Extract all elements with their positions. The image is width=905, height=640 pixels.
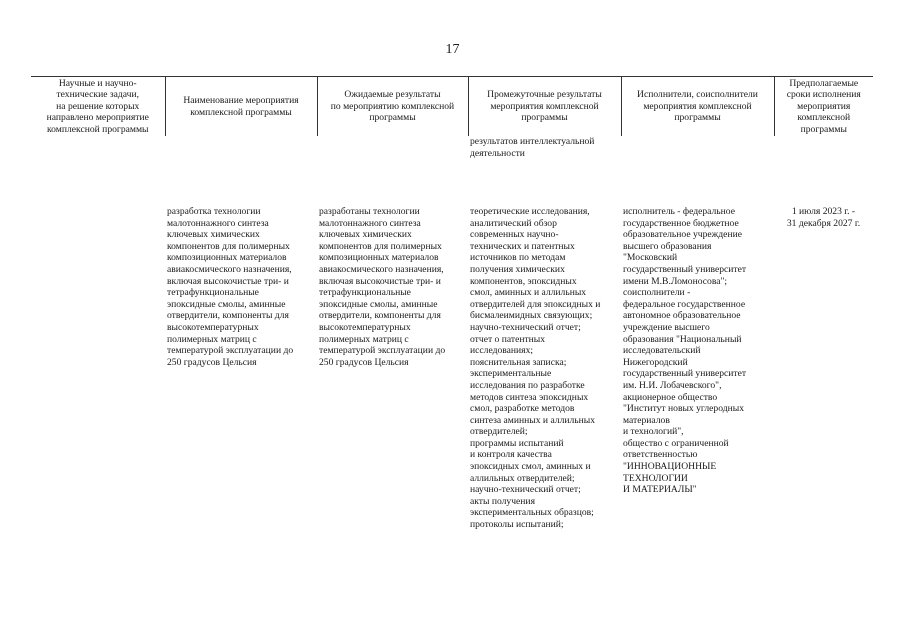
header-text-line: Промежуточные результаты bbox=[487, 89, 602, 101]
spacer-row bbox=[31, 182, 873, 206]
cell-text-line: им. Н.И. Лобачевского", bbox=[623, 379, 722, 391]
cell-text-line: акционерное общество bbox=[623, 391, 718, 403]
cont-cell-intermediate bbox=[468, 136, 621, 182]
header-text-line: Наименование мероприятия bbox=[183, 94, 299, 106]
cont-cell-name bbox=[165, 136, 317, 182]
cell-text-line: полимерных матриц с bbox=[167, 333, 257, 345]
cell-text-line: теоретические исследования, bbox=[470, 206, 590, 217]
cell-text-line: Нижегородский bbox=[623, 356, 688, 368]
cell-text-line: компонентов, эпоксидных bbox=[470, 275, 577, 287]
header-text-line: мероприятия комплексной bbox=[643, 100, 752, 112]
cell-text-line: отвердителей для эпоксидных и bbox=[470, 298, 601, 310]
cell-text-line: экспериментальных образцов; bbox=[470, 507, 594, 519]
cell-text-line: аллильных отвердителей; bbox=[470, 472, 575, 484]
cell-text-line: исследованиях; bbox=[470, 345, 534, 357]
cell-text-line: "Московский bbox=[623, 252, 678, 264]
cell-text-line: смол, аминных и аллильных bbox=[470, 287, 587, 299]
cont-cell-tasks bbox=[31, 136, 165, 182]
cell-text-line: авиакосмического назначения, bbox=[167, 263, 292, 275]
header-text-line: по мероприятию комплексной bbox=[330, 100, 455, 112]
header-text-line: программы bbox=[521, 112, 568, 124]
cell-text-line: научно-технический отчет; bbox=[470, 484, 581, 496]
header-text-line: мероприятия комплексной bbox=[490, 100, 599, 112]
cell-text-line: эпоксидные смолы, аминные bbox=[319, 298, 438, 310]
cell-text-line: программы испытаний bbox=[470, 437, 564, 449]
cell-text-line: общество с ограниченной bbox=[623, 437, 729, 449]
cell-text-line: компонентов для полимерных bbox=[319, 240, 442, 252]
page-number: 17 bbox=[445, 42, 460, 57]
header-text-line: Предполагаемые bbox=[789, 77, 859, 89]
cell-text-line: исследования по разработке bbox=[470, 379, 585, 391]
cell-text-line: ТЕХНОЛОГИИ bbox=[623, 472, 688, 484]
cell-text-line: научно-технический отчет; bbox=[470, 321, 581, 333]
header-event-name bbox=[165, 77, 317, 137]
cell-text-line: исполнитель - федеральное bbox=[623, 206, 735, 217]
cell-text-line: 250 градусов Цельсия bbox=[167, 356, 257, 368]
cell-expected-results bbox=[317, 206, 468, 531]
header-text-line: комплексной программы bbox=[47, 123, 149, 135]
cell-text-line: температурой эксплуатации до bbox=[319, 345, 446, 357]
cell-text-line: методов синтеза эпоксидных bbox=[470, 391, 589, 403]
cell-text-line: включая высокочистые три- и bbox=[167, 275, 289, 287]
cell-text-line: и контроля качества bbox=[470, 449, 552, 461]
table-row bbox=[31, 206, 873, 531]
cell-text-line: современных научно- bbox=[470, 229, 559, 241]
cell-text-line: ключевых химических bbox=[319, 229, 412, 241]
header-text-line: Ожидаемые результаты bbox=[344, 89, 441, 101]
cell-text-line: температурой эксплуатации до bbox=[167, 345, 294, 357]
cell-text-line: отвердителей; bbox=[470, 426, 528, 438]
cell-text-line: тетрафункциональные bbox=[167, 287, 259, 299]
cell-text-line: деятельности bbox=[470, 147, 525, 159]
cell-text-line: ответственностью bbox=[623, 449, 698, 461]
cell-text-line: учреждение высшего bbox=[623, 321, 710, 333]
header-text-line: комплексной программы bbox=[190, 106, 292, 118]
cont-cell-expected bbox=[317, 136, 468, 182]
header-text-line: программы bbox=[800, 123, 847, 135]
program-table bbox=[31, 76, 873, 531]
cell-text-line: и технологий", bbox=[623, 426, 684, 438]
cell-event-name bbox=[165, 206, 317, 531]
cell-text-line: имени М.В.Ломоносова"; bbox=[623, 275, 728, 287]
cell-text-line: тетрафункциональные bbox=[319, 287, 411, 299]
cell-text-line: получения химических bbox=[470, 263, 565, 275]
cell-text-line: авиакосмического назначения, bbox=[319, 263, 444, 275]
cell-text-line: экспериментальные bbox=[470, 368, 552, 380]
cell-text-line: образования "Национальный bbox=[623, 333, 742, 345]
cont-cell-executors bbox=[621, 136, 774, 182]
continuation-row bbox=[31, 136, 873, 182]
cell-text-line: полимерных матриц с bbox=[319, 333, 409, 345]
header-text-line: программы bbox=[369, 112, 416, 124]
cell-text-line: "Институт новых углеродных bbox=[623, 403, 744, 415]
table-header-row bbox=[31, 77, 873, 137]
cell-executors bbox=[621, 206, 774, 531]
cell-text-line: источников по методам bbox=[470, 252, 566, 264]
cell-text-line: исследовательский bbox=[623, 345, 701, 357]
cell-tasks bbox=[31, 206, 165, 531]
cell-intermediate-results bbox=[468, 206, 621, 531]
header-text-line: комплексной bbox=[797, 112, 851, 124]
cell-text-line: 1 июля 2023 г. - bbox=[791, 206, 856, 217]
header-text-line: направлено мероприятие bbox=[46, 112, 149, 124]
cell-text-line: акты получения bbox=[470, 495, 535, 507]
cell-text-line: смол, разработке методов bbox=[470, 403, 575, 415]
header-intermediate-results bbox=[468, 77, 621, 137]
header-executors bbox=[621, 77, 774, 137]
cont-cell-deadline bbox=[774, 136, 873, 182]
header-text-line: на решение которых bbox=[56, 100, 140, 112]
cell-deadline bbox=[774, 206, 873, 531]
header-tasks bbox=[31, 77, 165, 137]
cell-text-line: высокотемпературных bbox=[319, 321, 411, 333]
cell-text-line: компонентов для полимерных bbox=[167, 240, 290, 252]
cell-text-line: разработка технологии bbox=[167, 206, 261, 217]
cell-text-line: государственный университет bbox=[623, 263, 747, 275]
cell-text-line: ключевых химических bbox=[167, 229, 260, 241]
cell-text-line: 31 декабря 2027 г. bbox=[786, 217, 861, 229]
header-deadlines bbox=[774, 77, 873, 137]
cell-text-line: автономное образовательное bbox=[623, 310, 741, 322]
cell-text-line: протоколы испытаний; bbox=[470, 519, 564, 531]
cell-text-line: отвердители, компоненты для bbox=[319, 310, 441, 322]
cell-text-line: федеральное государственное bbox=[623, 298, 746, 310]
cell-text-line: композиционных материалов bbox=[167, 252, 287, 264]
cell-text-line: пояснительная записка; bbox=[470, 356, 567, 368]
header-text-line: технические задачи, bbox=[56, 89, 140, 101]
cell-text-line: высшего образования bbox=[623, 240, 712, 252]
header-text-line: Научные и научно- bbox=[58, 77, 137, 89]
header-text-line: сроки исполнения bbox=[786, 89, 861, 101]
cell-text-line: технических и патентных bbox=[470, 240, 575, 252]
cell-text-line: 250 градусов Цельсия bbox=[319, 356, 409, 368]
header-text-line: Исполнители, соисполнители bbox=[637, 89, 758, 101]
header-text-line: мероприятия bbox=[797, 100, 851, 112]
cell-text-line: разработаны технологии bbox=[319, 206, 420, 217]
cell-text-line: государственное бюджетное bbox=[623, 217, 739, 229]
cell-text-line: включая высокочистые три- и bbox=[319, 275, 441, 287]
cell-text-line: отчет о патентных bbox=[470, 333, 546, 345]
cell-text-line: композиционных материалов bbox=[319, 252, 439, 264]
cell-text-line: бисмалеимидных связующих; bbox=[470, 310, 593, 322]
cell-text-line: малотоннажного синтеза bbox=[319, 217, 421, 229]
header-text-line: программы bbox=[674, 112, 721, 124]
cell-text-line: результатов интеллектуальной bbox=[470, 136, 595, 147]
cell-text-line: высокотемпературных bbox=[167, 321, 259, 333]
cell-text-line: И МАТЕРИАЛЫ" bbox=[623, 484, 697, 496]
header-expected-results bbox=[317, 77, 468, 137]
cell-text-line: отвердители, компоненты для bbox=[167, 310, 289, 322]
cell-text-line: аналитический обзор bbox=[470, 217, 557, 229]
cell-text-line: образовательное учреждение bbox=[623, 229, 742, 241]
cell-text-line: эпоксидных смол, аминных и bbox=[470, 461, 591, 473]
cell-text-line: государственный университет bbox=[623, 368, 747, 380]
cell-text-line: синтеза аминных и аллильных bbox=[470, 414, 596, 426]
cell-text-line: малотоннажного синтеза bbox=[167, 217, 269, 229]
cell-text-line: материалов bbox=[623, 414, 670, 426]
cell-text-line: соисполнители - bbox=[623, 287, 691, 299]
cell-text-line: эпоксидные смолы, аминные bbox=[167, 298, 286, 310]
cell-text-line: "ИННОВАЦИОННЫЕ bbox=[623, 461, 717, 473]
